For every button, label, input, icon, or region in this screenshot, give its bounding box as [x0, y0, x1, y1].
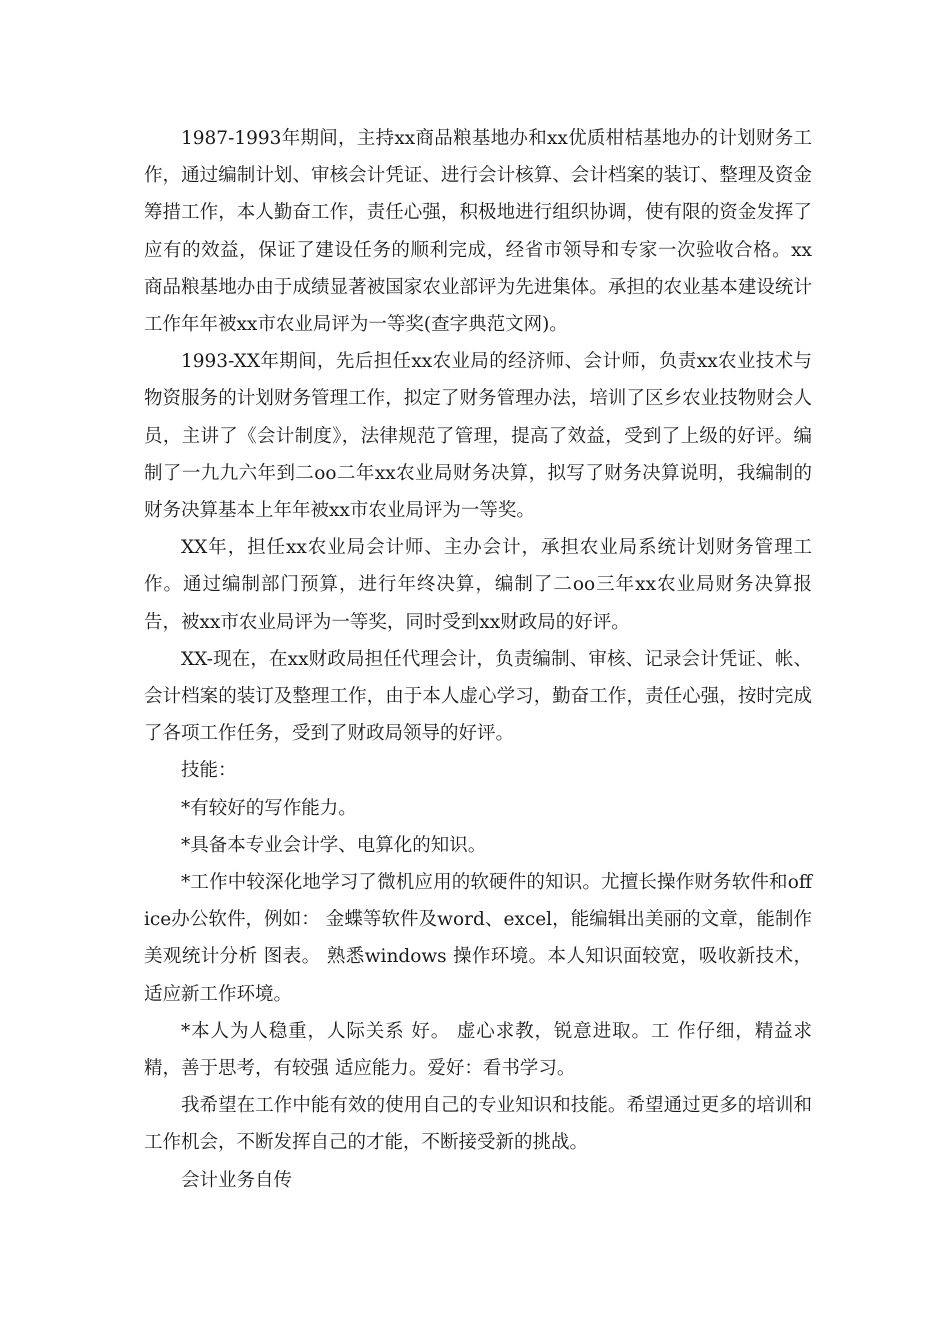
paragraph-xx-year: XX年，担任xx农业局会计师、主办会计，承担农业局系统计划财务管理工作。通过编制部门预算，进行年终决算，编制了二oo三年xx农业局财务决算报告，被xx市农业局评为一等奖，同时受到xx财政局的好评。 [144, 537, 812, 633]
skill-item-writing: *有较好的写作能力。 [181, 797, 357, 819]
paragraph-aspiration: 我希望在工作中能有效的使用自己的专业知识和技能。希望通过更多的培训和工作机会，不断发挥自己的才能，不断接受新的挑战。 [144, 1095, 812, 1154]
section-title-autobiography: 会计业务自传 [181, 1169, 293, 1191]
skills-heading: 技能： [181, 760, 237, 782]
skill-item-accounting: *具备本专业会计学、电算化的知识。 [181, 834, 487, 856]
skill-item-software: *工作中较深化地学习了微机应用的软硬件的知识。尤擅长操作财务软件和office办公软件，例如： 金蝶等软件及word、excel，能编辑出美丽的文章，能制作美观统计分析 图表。 熟悉windows 操作环境。本人知识面较宽，吸收新技术，适应新工作环境。 [144, 872, 812, 1005]
paragraph-1993-xx: 1993-XX年期间，先后担任xx农业局的经济师、会计师，负责xx农业技术与物资服务的计划财务管理工作，拟定了财务管理办法，培训了区乡农业技物财会人员，主讲了《会计制度》，法律规范了管理，提高了效益，受到了上级的好评。编制了一九九六年到二oo二年xx农业局财务决算，拟写了财务决算说明，我编制的财务决算基本上年年被xx市农业局评为一等奖。 [144, 351, 812, 522]
document-body [144, 120, 812, 1199]
paragraph-xx-present: XX-现在，在xx财政局担任代理会计，负责编制、审核、记录会计凭证、帐、会计档案的装订及整理工作，由于本人虚心学习，勤奋工作，责任心强，按时完成了各项工作任务，受到了财政局领导的好评。 [144, 648, 812, 745]
paragraph-1987-1993: 1987-1993年期间，主持xx商品粮基地办和xx优质柑桔基地办的计划财务工作，通过编制计划、审核会计凭证、进行会计核算、会计档案的装订、整理及资金筹措工作，本人勤奋工作，责任心强，积极地进行组织协调，使有限的资金发挥了应有的效益，保证了建设任务的顺利完成，经省市领导和专家一次验收合格。xx商品粮基地办由于成绩显著被国家农业部评为先进集体。承担的农业基本建设统计工作年年被xx市农业局评为一等奖(查字典范文网)。 [144, 128, 812, 336]
skill-item-personality: *本人为人稳重，人际关系 好。 虚心求教，锐意进取。工 作仔细，精益求精，善于思考，有较强 适应能力。爱好：看书学习。 [144, 1020, 812, 1080]
